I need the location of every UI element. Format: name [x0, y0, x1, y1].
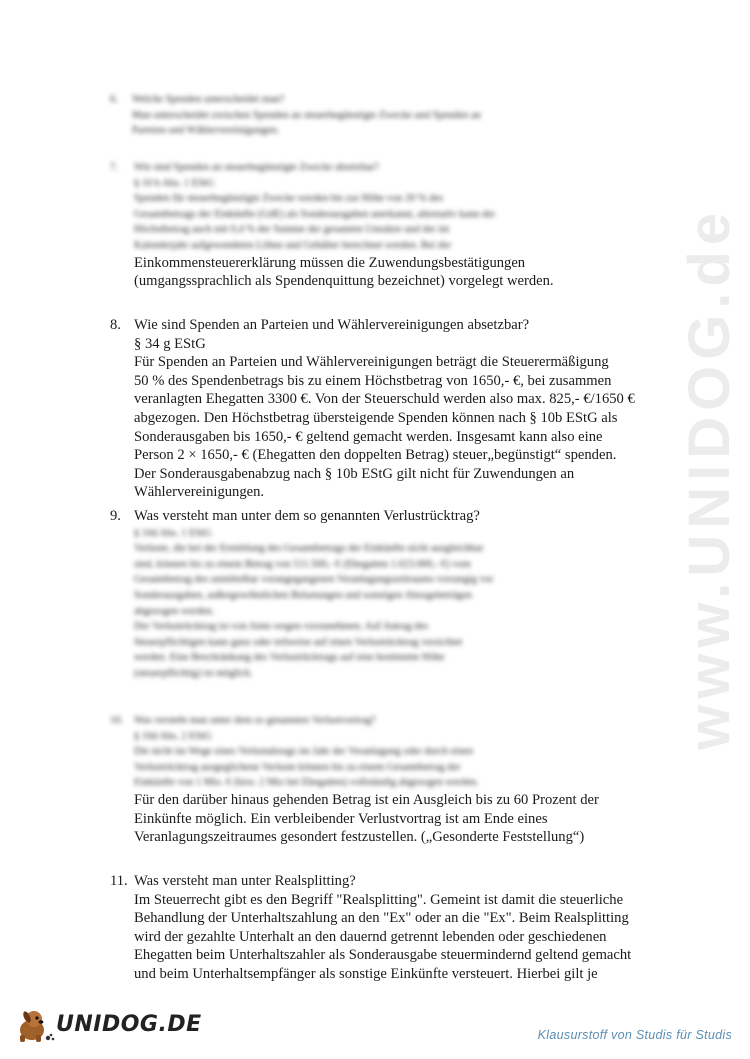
- answer-line: Einkünfte möglich. Ein verbleibender Verlustvortrag ist am Ende eines: [134, 810, 548, 827]
- question-number: 7.: [110, 162, 118, 173]
- answer-line: Person 2 × 1650,- € (Ehegatten den doppelten Betrag) steuer„begünstigt“ spenden.: [134, 447, 617, 464]
- answer-line: wird der gezahlte Unterhalt an den dauernd getrennt lebenden oder geschiedenen: [134, 928, 607, 945]
- question-text: Welche Spenden unterscheidet man?: [132, 94, 285, 105]
- question-text: Wie sind Spenden an Parteien und Wählervereinigungen absetzbar?: [134, 317, 530, 333]
- answer-line: Behandlung der Unterhaltszahlung an den "Ex" oder an die "Ex". Beim Realsplitting: [134, 910, 629, 927]
- answer-line: Einkünfte von 1 Mio. € (bzw. 2 Mio bei Ehegatten) vollständig abgezogen werden.: [134, 777, 479, 789]
- law-reference: § 34 g EStG: [134, 335, 206, 352]
- answer-line: werden. Eine Beschränkung des Verlustrücktrags auf eine bestimmte Höhe: [134, 652, 445, 664]
- answer-line: Steuerpflichtigen kann ganz oder teilweise auf einen Verlustrücktrag verzichtet: [134, 636, 463, 648]
- answer-line: Man unterscheidet zwischen Spenden an steuerbegünstigte Zwecke und Spenden an: [132, 109, 481, 121]
- answer-line: 50 % des Spendenbetrags bis zu einem Höchstbetrag von 1650,- €, bei zusammen: [134, 372, 612, 389]
- answer-line: Verluste, die bei der Ermittlung des Gesamtbetrags der Einkünfte nicht ausgleichbar: [134, 543, 484, 555]
- answer-line: Ehegatten beim Unterhaltszahler als Sonderausgabe steuermindernd geltend gemacht: [134, 947, 632, 964]
- unidog-logo[interactable]: [12, 1008, 202, 1044]
- watermark: www.UNIDOG.de: [677, 206, 742, 750]
- answer-line: Die nicht im Wege eines Verlustabzugs im Jahr der Veranlagung oder durch einen: [134, 746, 474, 758]
- answer-line: Verlustrücktrag ausgeglichene Verluste können bis zu einem Gesamtbetrag der: [134, 761, 461, 773]
- question-number: 6.: [110, 94, 118, 105]
- footer-tagline: Klausurstoff von Studis für Studis: [537, 1028, 732, 1042]
- question-9: [110, 507, 670, 682]
- question-7: [110, 160, 670, 291]
- question-text: Wie sind Spenden an steuerbegünstigte Zwecke absetzbar?: [134, 162, 379, 173]
- question-text: Was versteht man unter dem so genannten Verlustvortrag?: [134, 715, 376, 726]
- answer-line: Im Steuerrecht gibt es den Begriff "Realsplitting". Gemeint ist damit die steuerliche: [134, 891, 624, 908]
- question-6: [110, 92, 670, 139]
- question-number: 8.: [110, 317, 121, 333]
- answer-line: Parteien und Wählervereinigungen.: [132, 125, 280, 137]
- answer-line: Für Spenden an Parteien und Wählervereinigungen beträgt die Steuerermäßigung: [134, 354, 609, 371]
- answer-line: Der Sonderausgabenabzug nach § 10b EStG gilt nicht für Zuwendungen an: [134, 465, 575, 482]
- answer-line: Einkommensteuererklärung müssen die Zuwendungsbestätigungen: [134, 254, 526, 271]
- answer-line: (umgangssprachlich als Spendenquittung bezeichnet) vorgelegt werden.: [134, 273, 554, 290]
- question-number: 11.: [110, 873, 128, 889]
- question-text: Was versteht man unter dem so genannten Verlustrücktrag?: [134, 508, 480, 524]
- answer-line: abgezogen. Den Höchstbetrag übersteigende Spenden können nach § 10b EStG als: [134, 409, 618, 426]
- answer-line: Sonderausgaben, außergewöhnlichen Belastungen und sonstigen Abzugsbeträgen: [134, 589, 472, 601]
- answer-line: Für den darüber hinaus gehenden Betrag ist ein Ausgleich bis zu 60 Prozent der: [134, 791, 599, 808]
- question-number: 10.: [110, 715, 123, 726]
- dog-icon: [12, 1008, 56, 1044]
- law-reference: § 10d Abs. 2 EStG: [134, 730, 212, 742]
- answer-line: Kalenderjahr aufgewendeten Löhne und Gehälter berechnet werden. Bei der: [134, 239, 452, 251]
- question-8: [110, 316, 670, 502]
- answer-line: sind, können bis zu einem Betrag von 511.500,- € (Ehegatten 1.023.000,- €) vom: [134, 558, 471, 570]
- answer-line: Wählervereinigungen.: [134, 484, 265, 501]
- answer-line: abgezogen werden.: [134, 605, 215, 617]
- answer-line: Gesamtbetrag des unmittelbar vorangegangenen Veranlagungszeitraums vorrangig vor: [134, 574, 494, 586]
- answer-line: veranlagten Ehegatten 3300 €. Von der Steuerschuld werden also max. 825,- €/1650 €: [134, 391, 635, 408]
- logo-text: UNIDOG.DE: [56, 1012, 202, 1037]
- answer-line: Spenden für steuerbegünstigte Zwecke werden bis zur Höhe von 20 % des: [134, 193, 444, 205]
- answer-line: Sonderausgaben bis 1650,- € geltend gemacht werden. Insgesamt kann also eine: [134, 428, 603, 445]
- question-text: Was versteht man unter Realsplitting?: [134, 873, 356, 889]
- law-reference: § 10d Abs. 1 EStG: [134, 527, 212, 539]
- answer-line: Gesamtbetrags der Einkünfte (GdE) als Sonderausgaben anerkannt, alternativ kann der: [134, 208, 496, 220]
- question-number: 9.: [110, 508, 121, 524]
- answer-line: und beim Unterhaltsempfänger als sonstige Einkünfte versteuert. Hierbei gilt je: [134, 965, 598, 982]
- answer-line: Veranlagungszeitraumes gesondert festzustellen. („Gesonderte Feststellung“): [134, 829, 585, 846]
- answer-line: (steuerpflichtig) ist möglich.: [134, 667, 253, 679]
- question-10: [110, 713, 670, 847]
- answer-line: Höchstbetrag auch mit 0,4 % der Summe der gesamten Umsätze und der im: [134, 224, 450, 236]
- law-reference: § 10 b Abs. 1 EStG: [134, 177, 215, 189]
- question-11: [110, 872, 670, 984]
- answer-line: Der Verlustrücktrag ist von Amts wegen vorzunehmen. Auf Antrag des: [134, 621, 429, 633]
